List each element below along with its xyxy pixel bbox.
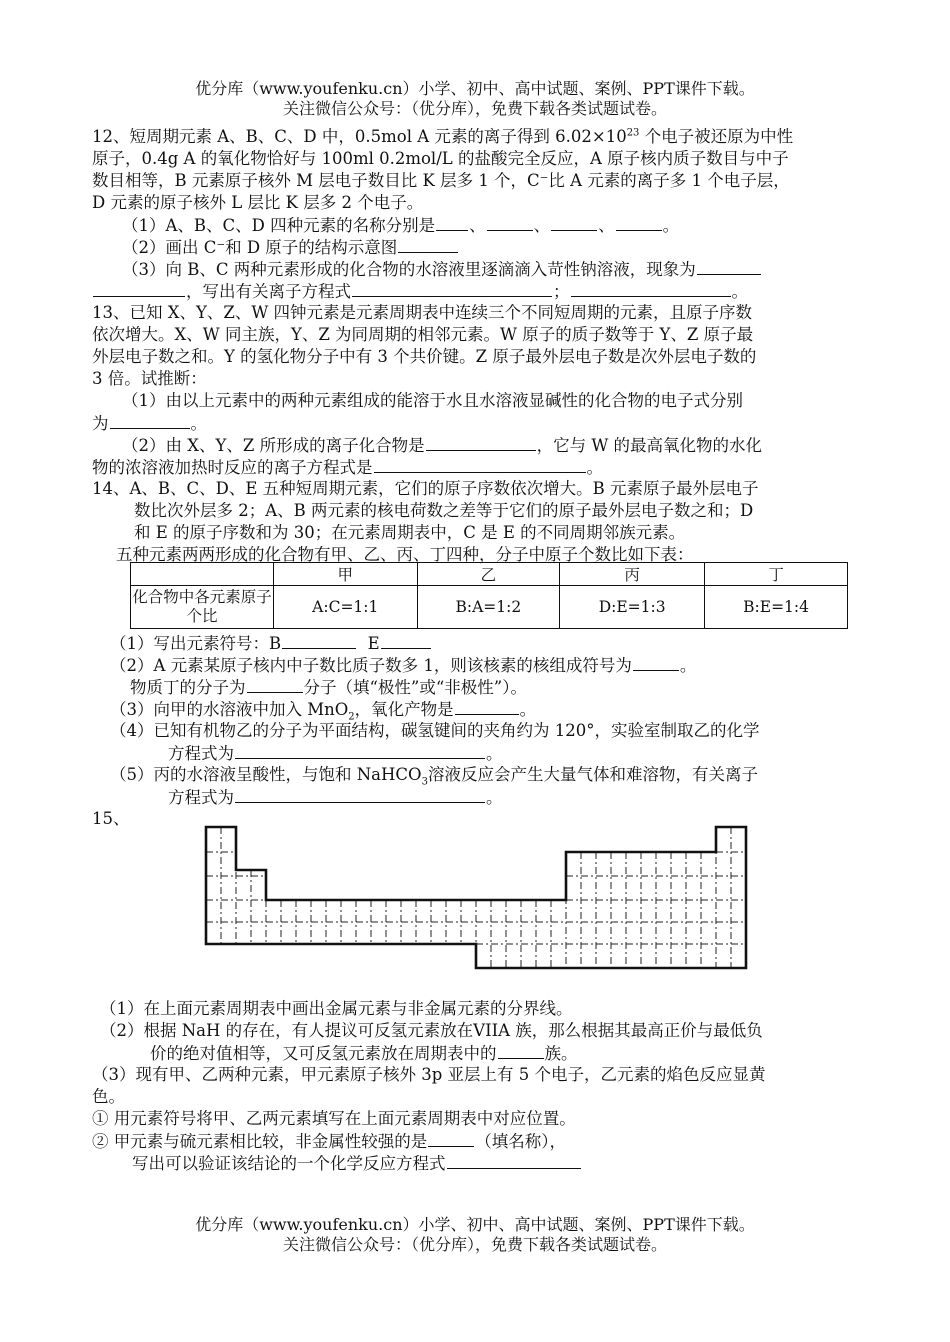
table-row xyxy=(131,586,848,629)
answer-blank[interactable] xyxy=(436,214,468,231)
table-row-label: 化合物中各元素原子个比 xyxy=(131,586,274,629)
table-header-cell xyxy=(131,563,274,586)
answer-blank[interactable] xyxy=(498,1042,544,1059)
answer-blank[interactable] xyxy=(428,1130,474,1147)
answer-blank[interactable] xyxy=(235,742,485,759)
answer-blank[interactable] xyxy=(93,280,185,297)
q12-sub-3: （3）向 B、C 两种元素形成的化合物的水溶液里逐滴滴入苛性钠溶液，现象为 xyxy=(122,258,762,281)
q12-line-4: D 元素的原子核外 L 层比 K 层多 2 个电子。 xyxy=(92,193,424,212)
answer-blank[interactable] xyxy=(447,1152,581,1169)
q14-line-3: 和 E 的原子序数和为 30；在元素周期表中，C 是 E 的不同周期邻族元素。 xyxy=(134,523,686,542)
q13-sub-1: （1）由以上元素中的两种元素组成的能溶于水且水溶液显碱性的化合物的电子式分别 xyxy=(122,391,743,410)
q14-sub-4-cont: 方程式为 。 xyxy=(168,744,503,763)
q15-sub-3-item-2-cont: 写出可以验证该结论的一个化学反应方程式 xyxy=(132,1152,582,1175)
q12-line-1: 12、短周期元素 A、B、C、D 中，0.5mol A 元素的离子得到 $6.02\times 10^{23}$ 个电子被还原为中性 xyxy=(92,127,794,146)
table-header-cell: 丙 xyxy=(560,563,705,586)
q12-line-3: 数目相等，B 元素原子核外 M 层电子数目比 K 层多 1 个，C⁻比 A 元素的离子多 1 个电子层， xyxy=(92,171,790,190)
periodic-table-outline[interactable] xyxy=(200,824,752,972)
answer-blank[interactable] xyxy=(551,214,597,231)
answer-blank[interactable] xyxy=(426,434,536,451)
q13-line-3: 外层电子数之和。Y 的氢化物分子中有 3 个共价键。Z 原子最外层电子数是次外层电子数的 xyxy=(92,347,757,366)
table-header-cell: 乙 xyxy=(417,563,560,586)
answer-blank[interactable] xyxy=(282,632,356,649)
q14-sub-1: （1）写出元素符号：B E xyxy=(110,632,432,655)
answer-blank[interactable] xyxy=(571,280,731,297)
q13-sub-2-cont: 物的浓溶液加热时反应的离子方程式是 。 xyxy=(92,458,603,477)
answer-blank[interactable] xyxy=(235,786,485,803)
periodic-table-border xyxy=(206,827,746,968)
answer-blank[interactable] xyxy=(110,412,190,429)
q14-sub-5-cont: 方程式为 。 xyxy=(168,788,503,807)
q14-line-4: 五种元素两两形成的化合物有甲、乙、丙、丁四种，分子中原子个数比如下表： xyxy=(116,545,694,564)
q12-sub-3-cont: ，写出有关离子方程式 ； 。 xyxy=(92,280,748,303)
q15-label: 15、 xyxy=(92,809,130,828)
answer-blank[interactable] xyxy=(352,280,552,297)
table-cell: D:E=1:3 xyxy=(560,586,705,629)
q14-line-2: 数比次外层多 2；A、B 两元素的核电荷数之差等于它们的原子最外层电子数之和；D xyxy=(134,501,754,520)
q14-sub-2: （2）A 元素某原子核内中子数比质子数多 1，则该核素的核组成符号为 。 xyxy=(110,656,697,675)
answer-blank[interactable] xyxy=(381,632,431,649)
q15-sub-3-item-2: ② 甲元素与硫元素相比较，非金属性较强的是 （填名称）， xyxy=(92,1132,566,1151)
table-cell: B:A=1:2 xyxy=(417,586,560,629)
answer-blank[interactable] xyxy=(247,676,303,693)
table-cell: A:C=1:1 xyxy=(274,586,418,629)
q15-sub-3-item-1: ① 用元素符号将甲、乙两元素填写在上面元素周期表中对应位置。 xyxy=(92,1109,576,1128)
q12-sub-2: （2）画出 C⁻和 D 原子的结构示意图 xyxy=(122,236,459,259)
q13-line-2: 依次增大。X、W 同主族，Y、Z 为同周期的相邻元素。W 原子的质子数等于 Y、Z 原子最 xyxy=(92,325,754,344)
answer-blank[interactable] xyxy=(455,698,519,715)
q15-sub-2: （2）根据 NaH 的存在，有人提议可反氢元素放在VIIA 族，那么根据其最高正价与最低负 xyxy=(100,1021,763,1040)
footer-line-1: 优分库（www.youfenku.cn）小学、初中、高中试题、案例、PPT课件下载。 xyxy=(195,1215,755,1234)
header-line-1: 优分库（www.youfenku.cn）小学、初中、高中试题、案例、PPT课件下载。 xyxy=(195,79,755,98)
q15-sub-3: （3）现有甲、乙两种元素，甲元素原子核外 3p 亚层上有 5 个电子，乙元素的焰色反应显黄 xyxy=(92,1065,766,1084)
answer-blank[interactable] xyxy=(633,654,679,671)
table-cell: B:E=1:4 xyxy=(705,586,848,629)
table-header-cell: 甲 xyxy=(274,563,418,586)
q14-sub-4: （4）已知有机物乙的分子为平面结构，碳氢键间的夹角约为 120°，实验室制取乙的化学 xyxy=(110,721,760,740)
answer-blank[interactable] xyxy=(697,258,761,275)
q15-sub-1: （1）在上面元素周期表中画出金属元素与非金属元素的分界线。 xyxy=(100,999,573,1018)
q13-line-1: 13、已知 X、Y、Z、W 四钟元素是元素周期表中连续三个不同短周期的元素，且原子序数 xyxy=(92,303,753,322)
q14-sub-3: （3）向甲的水溶液中加入 MnO$_2$，氧化产物是 。 xyxy=(110,700,537,723)
q13-line-4: 3 倍。试推断： xyxy=(92,369,207,388)
answer-blank[interactable] xyxy=(616,214,662,231)
table-header-row xyxy=(131,563,848,586)
q12-sub-1: （1）A、B、C、D 四种元素的名称分别是 、 、 、 。 xyxy=(122,216,680,235)
answer-blank[interactable] xyxy=(374,456,586,473)
q15-sub-2-cont: 价的绝对值相等，又可反氢元素放在周期表中的 族。 xyxy=(150,1044,578,1063)
footer-line-2: 关注微信公众号：（优分库），免费下载各类试题试卷。 xyxy=(282,1235,667,1254)
table-header-cell: 丁 xyxy=(705,563,848,586)
answer-blank[interactable] xyxy=(398,236,458,253)
header-line-2: 关注微信公众号：（优分库），免费下载各类试题试卷。 xyxy=(282,99,667,118)
q14-sub-5: （5）丙的水溶液呈酸性，与饱和 NaHCO$_3$溶液反应会产生大量气体和难溶物，有关离子 xyxy=(110,765,758,788)
ratio-table xyxy=(130,562,848,629)
answer-blank[interactable] xyxy=(487,214,533,231)
q15-sub-3-cont: 色。 xyxy=(92,1087,125,1106)
q14-sub-2-cont: 物质丁的分子为 分子（填“极性”或“非极性”）。 xyxy=(130,678,527,697)
q12-line-2: 原子，0.4g A 的氧化物恰好与 100ml 0.2mol/L 的盐酸完全反应，A 原子核内质子数目与中子 xyxy=(92,149,789,168)
q14-line-1: 14、A、B、C、D、E 五种短周期元素，它们的原子序数依次增大。B 元素原子最外层电子 xyxy=(92,479,759,498)
q13-sub-1-cont: 为 。 xyxy=(92,414,207,433)
q13-sub-2: （2）由 X、Y、Z 所形成的离子化合物是 ，它与 W 的最高氧化物的水化 xyxy=(122,436,763,455)
